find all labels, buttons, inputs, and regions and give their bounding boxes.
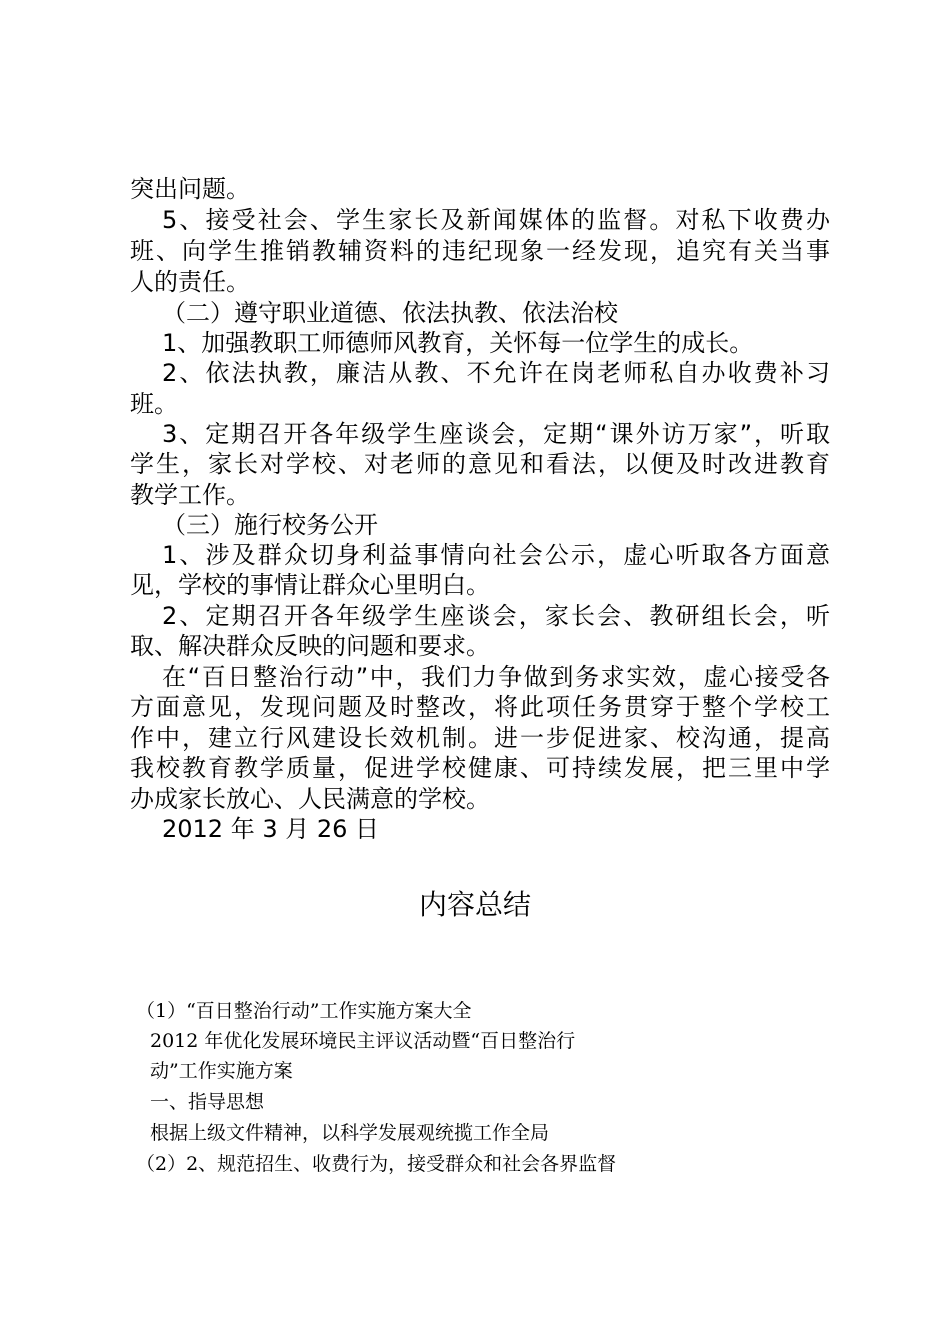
body-line-16: 取、解决群众反映的问题和要求。 (130, 632, 490, 660)
body-line-4: 人的责任。 (130, 268, 250, 296)
body-line-19: 作中，建立行风建设长效机制。进一步促进家、校沟通，提高 (130, 724, 830, 752)
body-line-17: 在“百日整治行动”中，我们力争做到务求实效，虚心接受各 (162, 663, 830, 691)
summary-line-5: 根据上级文件精神，以科学发展观统揽工作全局 (150, 1122, 550, 1144)
summary-title: 内容总结 (418, 888, 531, 921)
body-line-15: 2、定期召开各年级学生座谈会，家长会、教研组长会，听 (162, 602, 830, 630)
summary-item-1: （1）“百日整治行动”工作实施方案大全 (136, 1000, 472, 1022)
body-line-21: 办成家长放心、人民满意的学校。 (130, 785, 490, 813)
section-heading-3: （三）施行校务公开 (162, 511, 378, 539)
section-heading-2: （二）遵守职业道德、依法执教、依法治校 (162, 299, 618, 327)
document-date: 2012 年 3 月 26 日 (162, 815, 380, 843)
body-line-14: 见，学校的事情让群众心里明白。 (130, 571, 490, 599)
body-line-1: 突出问题。 (130, 175, 250, 203)
summary-line-2: 2012 年优化发展环境民主评议活动暨“百日整治行 (150, 1030, 576, 1052)
body-line-13: 1、涉及群众切身利益事情向社会公示，虚心听取各方面意 (162, 541, 830, 569)
body-line-8: 班。 (130, 390, 178, 418)
summary-line-3: 动”工作实施方案 (150, 1060, 293, 1082)
body-line-10: 学生，家长对学校、对老师的意见和看法，以便及时改进教育 (130, 450, 830, 478)
body-line-9: 3、定期召开各年级学生座谈会，定期“课外访万家”，听取 (162, 420, 830, 448)
summary-line-4: 一、指导思想 (150, 1091, 265, 1113)
body-line-20: 我校教育教学质量，促进学校健康、可持续发展，把三里中学 (130, 754, 830, 782)
body-line-2: 5、接受社会、学生家长及新闻媒体的监督。对私下收费办 (162, 206, 830, 234)
body-line-18: 方面意见，发现问题及时整改，将此项任务贯穿于整个学校工 (130, 693, 830, 721)
summary-item-2: （2）2、规范招生、收费行为，接受群众和社会各界监督 (136, 1153, 617, 1175)
body-line-6: 1、加强教职工师德师风教育，关怀每一位学生的成长。 (162, 329, 754, 357)
body-line-11: 教学工作。 (130, 481, 250, 509)
body-line-7: 2、依法执教，廉洁从教、不允许在岗老师私自办收费补习 (162, 359, 830, 387)
body-line-3: 班、向学生推销教辅资料的违纪现象一经发现，追究有关当事 (130, 237, 830, 265)
